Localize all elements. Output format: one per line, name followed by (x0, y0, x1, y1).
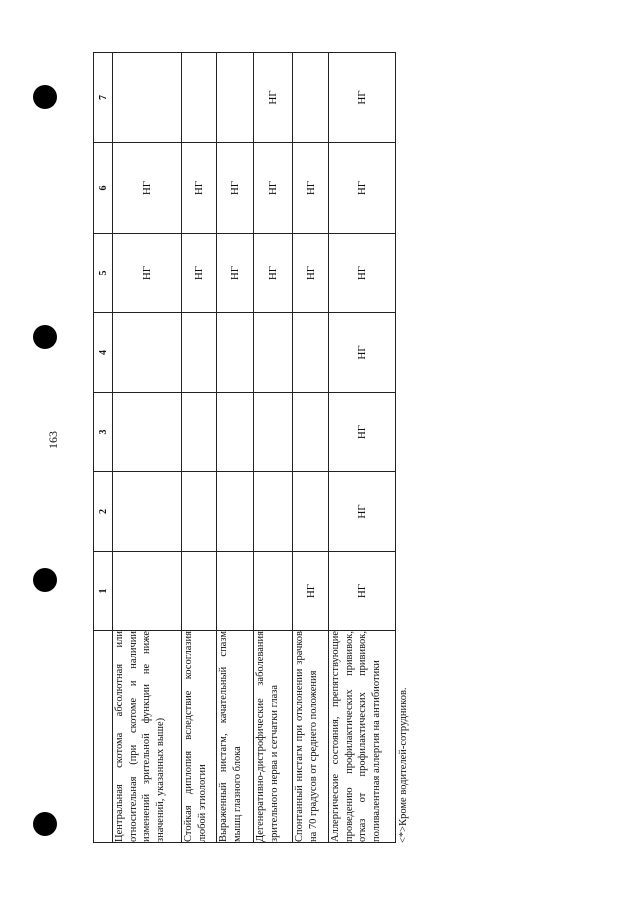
table-cell (293, 313, 329, 393)
table-cell (113, 313, 182, 393)
table-cell (293, 53, 329, 143)
table-cell (113, 552, 182, 631)
table-row (182, 53, 217, 843)
table-cell (217, 472, 254, 552)
table-cell: НГ (329, 143, 396, 234)
rotated-table-container (93, 53, 623, 843)
table-cell (217, 552, 254, 631)
table-cell (217, 53, 254, 143)
table-cell (254, 313, 293, 393)
header-cell (94, 631, 113, 843)
restrictions-table (93, 52, 396, 843)
punch-hole (33, 568, 57, 592)
punch-hole (33, 812, 57, 836)
table-cell (182, 313, 217, 393)
table-cell: НГ (293, 143, 329, 234)
table-cell: НГ (254, 234, 293, 313)
table-cell (113, 53, 182, 143)
condition-description: Дегенеративно-дистрофические заболевания зрительного нерва и сетчатки глаза (254, 631, 293, 843)
table-cell: НГ (329, 393, 396, 472)
header-cell: 4 (94, 313, 113, 393)
table-cell (182, 53, 217, 143)
table-cell: НГ (254, 143, 293, 234)
table-cell: НГ (293, 552, 329, 631)
table-cell (182, 393, 217, 472)
table-cell (254, 393, 293, 472)
table-row (329, 53, 396, 843)
table-cell: НГ (182, 143, 217, 234)
table-row (113, 53, 182, 843)
table-row (254, 53, 293, 843)
condition-description: Центральная скотома абсолютная или относительная (при скотоме и наличии изменений зрительной функции не ниже значений, указанных выше) (113, 631, 182, 843)
table-cell: НГ (329, 313, 396, 393)
table-cell (293, 472, 329, 552)
header-cell: 2 (94, 472, 113, 552)
header-cell: 5 (94, 234, 113, 313)
table-cell: НГ (217, 143, 254, 234)
header-row (94, 53, 113, 843)
condition-description: Стойкая диплопия вследствие косоглазия любой этиологии (182, 631, 217, 843)
header-cell: 6 (94, 143, 113, 234)
table-cell: НГ (329, 472, 396, 552)
table-cell (217, 393, 254, 472)
header-cell: 3 (94, 393, 113, 472)
condition-description: Выраженный нистагм, качательный спазм мышц глазного блока (217, 631, 254, 843)
table-cell: НГ (113, 143, 182, 234)
footnote: <*>Кроме водителей-сотрудников. (398, 687, 409, 843)
page-number: 163 (46, 431, 60, 449)
table-cell: НГ (113, 234, 182, 313)
table-cell (182, 472, 217, 552)
table-cell: НГ (182, 234, 217, 313)
table-row (217, 53, 254, 843)
table-cell: НГ (254, 53, 293, 143)
table-cell (217, 313, 254, 393)
table-cell (293, 393, 329, 472)
condition-description: Спонтанный нистагм при отклонении зрачков на 70 градусов от среднего положения (293, 631, 329, 843)
table-cell: НГ (217, 234, 254, 313)
table-cell: НГ (329, 53, 396, 143)
table-row (293, 53, 329, 843)
table-cell: НГ (293, 234, 329, 313)
table-cell: НГ (329, 234, 396, 313)
punch-hole (33, 325, 57, 349)
punch-hole (33, 85, 57, 109)
header-cell: 1 (94, 552, 113, 631)
table-cell (182, 552, 217, 631)
table-cell: НГ (329, 552, 396, 631)
table-cell (113, 472, 182, 552)
table-cell (113, 393, 182, 472)
table-cell (254, 552, 293, 631)
table-cell (254, 472, 293, 552)
condition-description: Аллергические состояния, препятствующие проведению профилактических прививок, отказ от профилактических прививок, поливалентная аллергия на антибиотики (329, 631, 396, 843)
header-cell: 7 (94, 53, 113, 143)
